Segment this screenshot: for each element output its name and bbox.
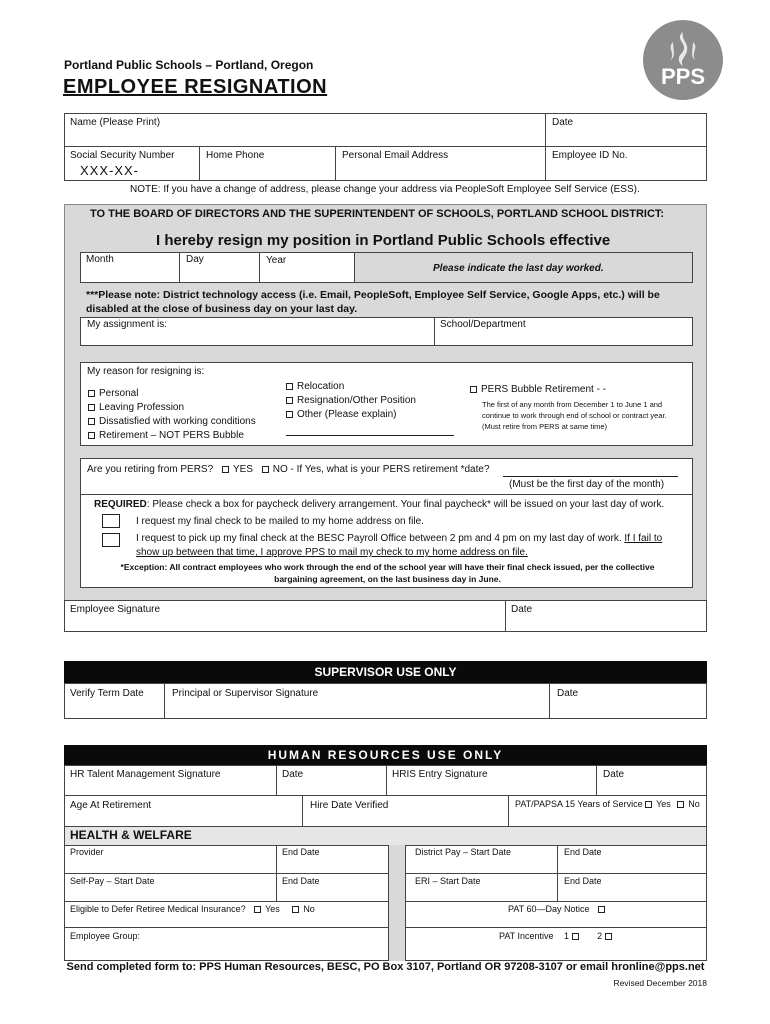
personal-email-field[interactable]: Personal Email Address <box>342 150 449 161</box>
employee-signature-field[interactable]: Employee Signature <box>70 604 161 615</box>
checkbox[interactable] <box>292 906 299 913</box>
date-field[interactable]: Date <box>552 117 574 128</box>
supervisor-heading: SUPERVISOR USE ONLY <box>314 665 457 679</box>
checkbox[interactable] <box>286 397 293 404</box>
home-phone-field[interactable]: Home Phone <box>206 150 265 161</box>
defer-yes[interactable]: Yes <box>254 904 280 914</box>
provider-end-date-field[interactable]: End Date <box>282 847 320 857</box>
mail-check-option: I request my final check to be mailed to my home address on file. <box>136 516 424 527</box>
hire-date-verified-field[interactable]: Hire Date Verified <box>310 800 389 811</box>
checkbox[interactable] <box>645 801 652 808</box>
ssn-value: XXX-XX- <box>80 163 140 178</box>
reasons-col1 <box>88 387 256 443</box>
other-explain-line[interactable] <box>286 435 454 436</box>
pat-incentive-2[interactable]: 2 <box>597 931 616 941</box>
send-to-instructions: Send completed form to: PPS Human Resources, BESC, PO Box 3107, Portland OR 97208-3107 or email hronline@pps.net <box>66 961 705 973</box>
employee-id-field[interactable]: Employee ID No. <box>552 150 628 161</box>
health-heading: HEALTH & WELFARE <box>70 828 192 842</box>
reason-dissatisfied[interactable]: Dissatisfied with working conditions <box>88 415 256 429</box>
health-divider <box>388 845 406 961</box>
supervisor-date-field[interactable]: Date <box>557 688 579 699</box>
pers-bubble-note: The first of any month from December 1 to June 1 and continue to work through end of school or contract year. (Must retire from PERS at same time) <box>482 400 667 431</box>
checkbox[interactable] <box>572 933 579 940</box>
checkbox[interactable] <box>262 466 269 473</box>
tech-access-note: ***Please note: District technology access (i.e. Email, PeopleSoft, Employee Self Service, Google Apps, etc.) will be disabled at the close of business day on your last day. <box>86 289 660 315</box>
reason-pers-bubble[interactable]: PERS Bubble Retirement - - <box>470 384 606 395</box>
checkbox[interactable] <box>286 383 293 390</box>
age-at-retirement-field[interactable]: Age At Retirement <box>70 800 152 811</box>
reason-personal[interactable]: Personal <box>88 387 256 401</box>
assignment-field[interactable]: My assignment is: <box>87 319 168 330</box>
reason-relocation[interactable]: Relocation <box>286 380 416 394</box>
reasons-col2 <box>286 380 416 422</box>
pps-logo <box>643 20 723 100</box>
checkbox[interactable] <box>88 404 95 411</box>
checkbox[interactable] <box>605 933 612 940</box>
verify-term-date-field[interactable]: Verify Term Date <box>70 688 144 699</box>
page-title: EMPLOYEE RESIGNATION <box>63 76 328 98</box>
hris-date-field[interactable]: Date <box>603 769 625 780</box>
pers-no-option[interactable]: NO - If Yes, what is your PERS retirement *date? <box>262 464 490 475</box>
supervisor-row <box>64 683 707 719</box>
pat-papsa-option: PAT/PAPSA 15 Years of Service Yes No <box>515 799 700 809</box>
principal-signature-field[interactable]: Principal or Supervisor Signature <box>172 688 319 699</box>
address-note: NOTE: If you have a change of address, please change your address via PeopleSoft Employee Self Service (ESS). <box>130 184 640 195</box>
school-department-field[interactable]: School/Department <box>440 319 526 330</box>
pat-60-day-notice: PAT 60—Day Notice <box>508 904 609 914</box>
hr-heading: HUMAN RESOURCES USE ONLY <box>267 748 504 762</box>
signature-date-field[interactable]: Date <box>511 604 533 615</box>
first-day-note: (Must be the first day of the month) <box>509 479 665 490</box>
district-pay-end-field[interactable]: End Date <box>564 847 602 857</box>
checkbox[interactable] <box>222 466 229 473</box>
pers-date-line[interactable] <box>503 476 678 477</box>
checkbox[interactable] <box>598 906 605 913</box>
eri-end-field[interactable]: End Date <box>564 876 602 886</box>
logo-text: PPS <box>660 64 706 89</box>
defer-no[interactable]: No <box>292 904 315 914</box>
month-label: Month <box>86 254 114 265</box>
reason-retirement-not-pers[interactable]: Retirement – NOT PERS Bubble <box>88 429 256 443</box>
pickup-check-checkbox[interactable] <box>102 533 120 547</box>
pat-papsa-no[interactable]: No <box>677 799 700 809</box>
hr-talent-signature-field[interactable]: HR Talent Management Signature <box>70 769 221 780</box>
defer-retiree-medical: Eligible to Defer Retiree Medical Insurance? Yes No <box>70 904 315 914</box>
reason-leaving-profession[interactable]: Leaving Profession <box>88 401 256 415</box>
checkbox[interactable] <box>88 432 95 439</box>
provider-field[interactable]: Provider <box>70 847 104 857</box>
checkbox[interactable] <box>677 801 684 808</box>
year-label: Year <box>266 255 287 266</box>
employee-info-table <box>64 113 707 181</box>
self-pay-start-field[interactable]: Self-Pay – Start Date <box>70 876 155 886</box>
name-field[interactable]: Name (Please Print) <box>70 117 161 128</box>
assignment-row <box>80 317 693 346</box>
self-pay-end-field[interactable]: End Date <box>282 876 320 886</box>
exception-note: *Exception: All contract employees who work through the end of the school year will have their final check issued, per the collective bargaining agreement, on the last business day in June. <box>120 562 655 584</box>
last-day-hint: Please indicate the last day worked. <box>433 263 604 274</box>
checkbox[interactable] <box>254 906 261 913</box>
pat-incentive: PAT Incentive 1 2 <box>499 931 616 941</box>
mail-check-checkbox[interactable] <box>102 514 120 528</box>
employee-group-field[interactable]: Employee Group: <box>70 931 141 941</box>
checkbox[interactable] <box>88 390 95 397</box>
day-label: Day <box>186 254 204 265</box>
checkbox[interactable] <box>88 418 95 425</box>
resign-statement: I hereby resign my position in Portland Public Schools effective <box>156 232 611 249</box>
hr-talent-date-field[interactable]: Date <box>282 769 304 780</box>
pers-yes-option[interactable]: YES <box>222 464 253 475</box>
hris-signature-field[interactable]: HRIS Entry Signature <box>392 769 488 780</box>
revised-date: Revised December 2018 <box>613 978 707 988</box>
signature-row <box>64 600 707 632</box>
ssn-field[interactable]: Social Security Number <box>70 150 175 161</box>
reason-other-position[interactable]: Resignation/Other Position <box>286 394 416 408</box>
pickup-check-option: I request to pick up my final check at the BESC Payroll Office between 2 pm and 4 pm on my last day of work. If I fail to <box>136 533 663 544</box>
required-paycheck: REQUIRED: Please check a box for paycheck delivery arrangement. Your final paycheck* will be issued on your last day of work. <box>94 499 665 510</box>
eri-start-field[interactable]: ERI – Start Date <box>415 876 481 886</box>
reasons-label: My reason for resigning is: <box>87 366 205 377</box>
org-name: Portland Public Schools – Portland, Oregon <box>64 58 314 72</box>
board-heading: TO THE BOARD OF DIRECTORS AND THE SUPERINTENDENT OF SCHOOLS, PORTLAND SCHOOL DISTRICT: <box>90 208 665 220</box>
reason-other[interactable]: Other (Please explain) <box>286 408 416 422</box>
checkbox[interactable] <box>470 386 477 393</box>
checkbox[interactable] <box>286 411 293 418</box>
district-pay-start-field[interactable]: District Pay – Start Date <box>415 847 512 857</box>
pickup-check-option-cont: show up between that time, I approve PPS to mail my check to my home address on file. <box>136 547 528 558</box>
pers-question: Are you retiring from PERS? YES NO - If Yes, what is your PERS retirement *date? <box>87 464 490 475</box>
pat-papsa-yes[interactable]: Yes <box>645 799 671 809</box>
pat-incentive-1[interactable]: 1 <box>564 931 583 941</box>
